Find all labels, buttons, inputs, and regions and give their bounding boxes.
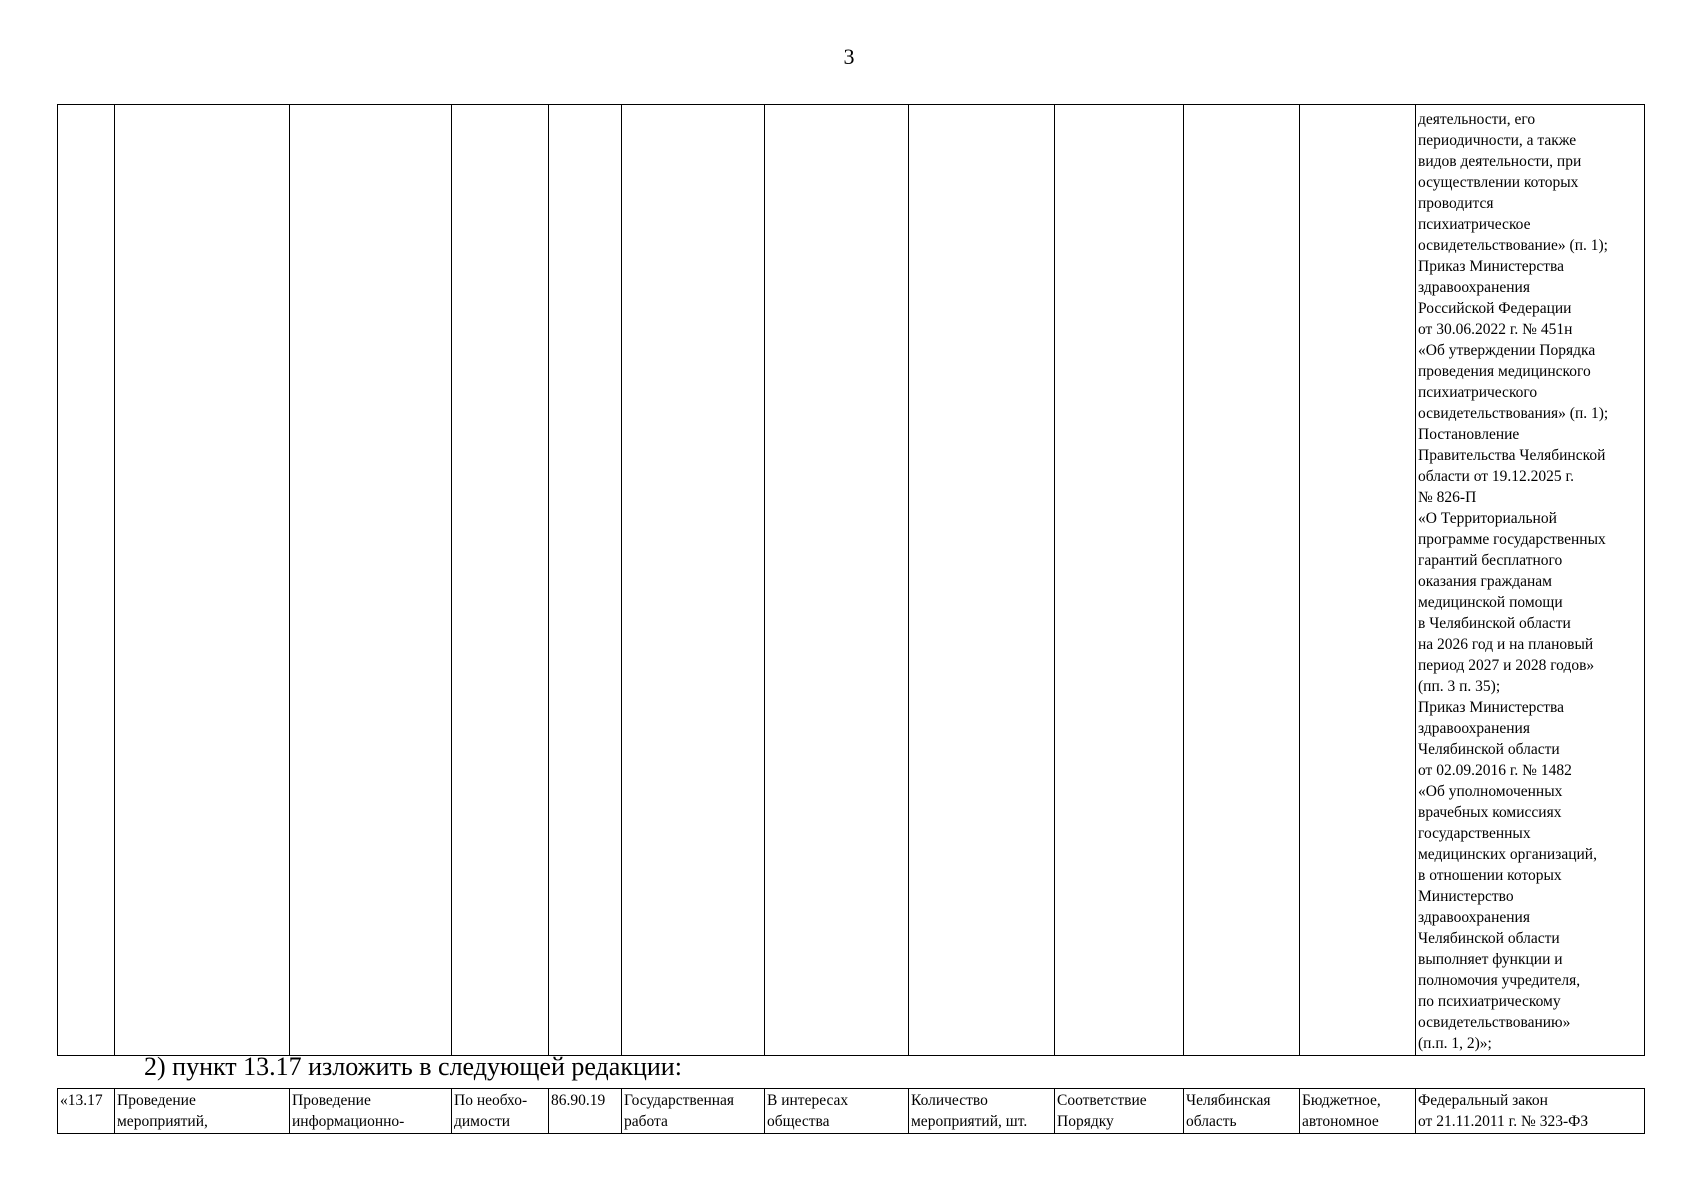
table-cell: В интересах общества xyxy=(765,1089,909,1134)
table-cell xyxy=(765,105,909,1056)
legal-basis-cell: деятельности, его периодичности, а также видов деятельности, при осуществлении которых проводится психиатрическое освидетельствование» (п. 1); Приказ Министерства здравоохранения Российской Федерации от 30.06.2022 г. № 451н «Об утверждении Порядка проведения медицинского психиатрического освидетельствования» (п. 1); Постановление Правительства Челябинской области от 19.12.2025 г. № 826-П «О Территориальной программе государственных гарантий бесплатного оказания гражданам медицинской помощи в Челябинской области на 2026 год и на плановый период 2027 и 2028 годов» (пп. 3 п. 35); Приказ Министерства здравоохранения Челябинской области от 02.09.2016 г. № 1482 «Об уполномоченных врачебных комиссиях государственных медицинских организаций, в отношении которых Министерство здравоохранения Челябинской области выполняет функции и полномочия учредителя, по психиатрическому освидетельствованию» (п.п. 1, 2)»; xyxy=(1416,105,1645,1056)
table-cell: 86.90.19 xyxy=(549,1089,622,1134)
table-cell xyxy=(1055,105,1184,1056)
table-cell xyxy=(1300,105,1416,1056)
table-cell: Федеральный закон от 21.11.2011 г. № 323-ФЗ xyxy=(1416,1089,1645,1134)
table-cell xyxy=(58,105,115,1056)
table-cell xyxy=(622,105,765,1056)
table-cell xyxy=(452,105,549,1056)
continued-table xyxy=(57,104,1645,1056)
table-row xyxy=(58,1089,1645,1134)
table-cell: Проведение мероприятий, xyxy=(115,1089,290,1134)
table-cell: «13.17 xyxy=(58,1089,115,1134)
table-cell: Челябинская область xyxy=(1184,1089,1300,1134)
table-cell xyxy=(290,105,452,1056)
table-row xyxy=(58,105,1645,1056)
table-cell: Количество мероприятий, шт. xyxy=(909,1089,1055,1134)
table-cell: Бюджетное, автономное xyxy=(1300,1089,1416,1134)
table-cell xyxy=(115,105,290,1056)
amended-item-table xyxy=(57,1088,1645,1134)
amendment-instruction: 2) пункт 13.17 изложить в следующей редакции: xyxy=(144,1052,682,1081)
page-number: 3 xyxy=(843,44,855,69)
table-cell: Государственная работа xyxy=(622,1089,765,1134)
table-cell xyxy=(549,105,622,1056)
table-cell xyxy=(909,105,1055,1056)
table-cell: По необхо- димости xyxy=(452,1089,549,1134)
table-cell: Проведение информационно- xyxy=(290,1089,452,1134)
table-cell xyxy=(1184,105,1300,1056)
table-cell: Соответствие Порядку xyxy=(1055,1089,1184,1134)
